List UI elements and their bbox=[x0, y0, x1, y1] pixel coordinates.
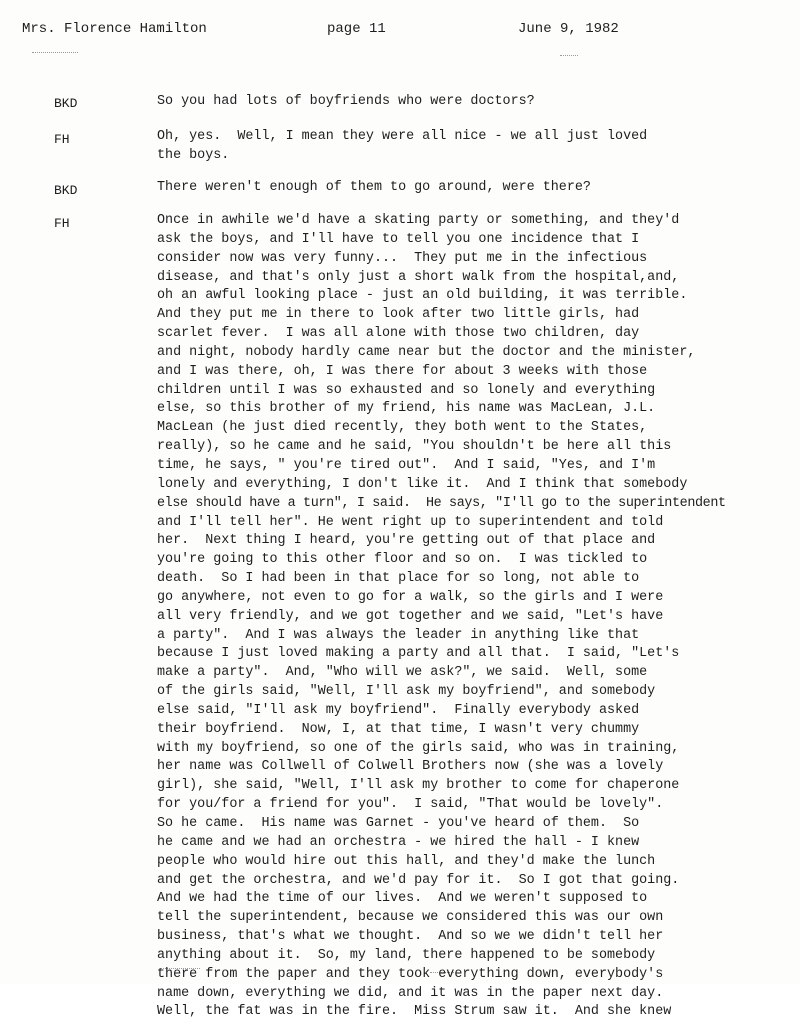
utterance-line: all very friendly, and we got together and we said, "Let's have bbox=[157, 608, 664, 624]
utterance-line: Oh, yes. Well, I mean they were all nice - we all just loved bbox=[157, 129, 648, 144]
utterance-line: business, that's what we thought. And so we we didn't tell her bbox=[157, 929, 664, 945]
utterance-text bbox=[157, 128, 647, 166]
utterance-line: ask the boys, and I'll have to tell you one incidence that I bbox=[157, 231, 640, 247]
utterance-line: he came and we had an orchestra - we hired the hall - I knew bbox=[157, 834, 640, 850]
scan-speck bbox=[560, 55, 578, 58]
utterance-line: a party". And I was always the leader in anything like that bbox=[157, 627, 640, 643]
header-interviewee-name: Mrs. Florence Hamilton bbox=[22, 21, 207, 37]
utterance-line: with my boyfriend, so one of the girls said, who was in training, bbox=[157, 740, 680, 756]
utterance-line: scarlet fever. I was all alone with those two children, day bbox=[157, 326, 640, 342]
speaker-label: FH bbox=[54, 216, 70, 231]
utterance-line: time, he says, " you're tired out". And I said, "Yes, and I'm bbox=[157, 457, 656, 473]
utterance-line: consider now was very funny... They put me in the infectious bbox=[157, 250, 648, 266]
utterance-line: And they put me in there to look after two little girls, had bbox=[157, 307, 640, 323]
header-page-number: page 11 bbox=[327, 21, 386, 37]
utterance-line: else should have a turn", I said. He says, "I'll go to the superintendent bbox=[157, 495, 726, 511]
utterance-line: people who would hire out this hall, and they'd make the lunch bbox=[157, 853, 656, 869]
utterance-line: and I'll tell her". He went right up to superintendent and told bbox=[157, 514, 664, 530]
utterance-line: there from the paper and they took everything down, everybody's bbox=[157, 966, 664, 982]
utterance-line: disease, and that's only just a short walk from the hospital,and, bbox=[157, 269, 680, 285]
utterance-line: name down, everything we did, and it was in the paper next day. bbox=[157, 985, 664, 1001]
utterance-line: else, so this brother of my friend, his name was MacLean, J.L. bbox=[157, 401, 656, 417]
utterance-line: children until I was so exhausted and so lonely and everything bbox=[157, 382, 656, 398]
utterance-line: Once in awhile we'd have a skating party or something, and they'd bbox=[157, 213, 680, 228]
utterance-line: There weren't enough of them to go around, were there? bbox=[157, 180, 591, 195]
utterance-line: lonely and everything, I don't like it. And I think that somebody bbox=[157, 476, 688, 492]
utterance-line: the boys. bbox=[157, 147, 230, 163]
utterance-line: anything about it. So, my land, there happened to be somebody bbox=[157, 947, 656, 963]
utterance-line: death. So I had been in that place for so long, not able to bbox=[157, 571, 640, 587]
utterance-line: girl), she said, "Well, I'll ask my brother to come for chaperone bbox=[157, 778, 680, 794]
speaker-label: BKD bbox=[54, 183, 78, 198]
utterance-line: And we had the time of our lives. And we weren't supposed to bbox=[157, 891, 648, 907]
utterance-text bbox=[157, 93, 535, 112]
utterance-line: go anywhere, not even to go for a walk, so the girls and I were bbox=[157, 589, 664, 605]
utterance-line: for you/for a friend for you". I said, "That would be lovely". bbox=[157, 797, 664, 813]
scan-speck bbox=[32, 52, 78, 55]
utterance-line: and night, nobody hardly came near but the doctor and the minister, bbox=[157, 344, 696, 360]
utterance-line: her. Next thing I heard, you're getting out of that place and bbox=[157, 533, 656, 549]
utterance-line: really), so he came and he said, "You shouldn't be here all this bbox=[157, 439, 672, 455]
utterance-line: So he came. His name was Garnet - you've heard of them. So bbox=[157, 816, 640, 831]
speaker-label: FH bbox=[54, 132, 70, 147]
speaker-label: BKD bbox=[54, 96, 78, 111]
utterance-line: because I just loved making a party and all that. I said, "Let's bbox=[157, 646, 680, 662]
utterance-line: make a party". And, "Who will we ask?", we said. Well, some bbox=[157, 665, 648, 681]
utterance-line: Well, the fat was in the fire. Miss Strum saw it. And she knew bbox=[157, 1004, 672, 1020]
utterance-text bbox=[157, 179, 591, 198]
utterance-line: their boyfriend. Now, I, at that time, I wasn't very chummy bbox=[157, 721, 640, 737]
utterance-line: and I was there, oh, I was there for about 3 weeks with those bbox=[157, 363, 648, 379]
utterance-line: tell the superintendent, because we considered this was our own bbox=[157, 910, 664, 926]
utterance-line: of the girls said, "Well, I'll ask my boyfriend", and somebody bbox=[157, 684, 656, 700]
utterance-line: else said, "I'll ask my boyfriend". Finally everybody asked bbox=[157, 702, 640, 718]
header-date: June 9, 1982 bbox=[518, 21, 619, 37]
utterance-line: MacLean (he just died recently, they both went to the States, bbox=[157, 420, 648, 436]
utterance-text bbox=[157, 212, 726, 1022]
utterance-line: you're going to this other floor and so on. I was tickled to bbox=[157, 552, 648, 568]
utterance-line: So you had lots of boyfriends who were doctors? bbox=[157, 94, 535, 109]
utterance-line: and get the orchestra, and we'd pay for it. So I got that going. bbox=[157, 872, 680, 888]
utterance-line: oh an awful looking place - just an old building, it was terrible. bbox=[157, 288, 688, 304]
utterance-line: her name was Collwell of Colwell Brothers now (she was a lovely bbox=[157, 759, 664, 775]
